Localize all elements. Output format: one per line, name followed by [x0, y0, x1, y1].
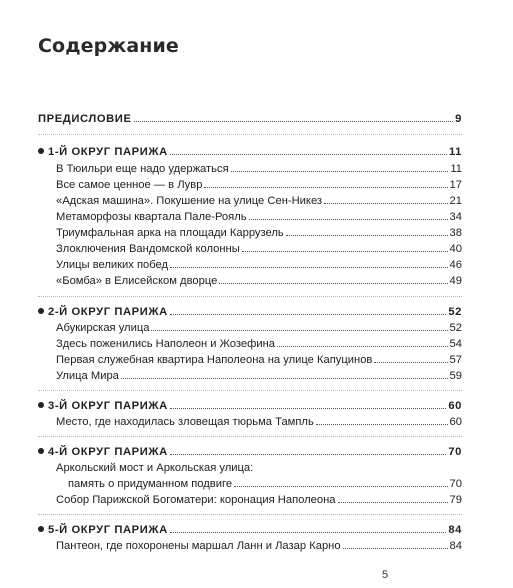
section-divider	[38, 134, 462, 135]
toc-entry[interactable]	[56, 194, 462, 208]
leader-dots	[338, 493, 448, 503]
leader-dots	[170, 258, 447, 268]
toc-entry-label: Собор Парижской Богоматери: коронация Наполеона	[56, 494, 336, 506]
toc-entry-label: 1-Й ОКРУГ ПАРИЖА	[38, 145, 168, 159]
section-divider	[38, 514, 462, 515]
bullet-icon	[38, 402, 44, 408]
toc-entry-page: 9	[455, 113, 462, 125]
toc-entry-page: 11	[450, 163, 462, 175]
toc-entry[interactable]	[56, 369, 462, 383]
bullet-icon	[38, 526, 44, 532]
toc-entry-page: 52	[449, 322, 462, 334]
toc-entry[interactable]	[56, 274, 462, 288]
toc-entry-page: 60	[448, 400, 462, 412]
toc-entry[interactable]	[56, 210, 462, 224]
toc-entry-page: 57	[449, 354, 462, 366]
toc-entry-page: 59	[449, 370, 462, 382]
toc-entry-label: 2-Й ОКРУГ ПАРИЖА	[38, 305, 168, 319]
toc-entry-label: 4-Й ОКРУГ ПАРИЖА	[38, 445, 168, 459]
leader-dots	[249, 210, 448, 220]
toc-section-heading[interactable]	[38, 445, 462, 459]
leader-dots	[219, 274, 447, 284]
toc-entry-page: 38	[449, 227, 462, 239]
toc-entry-page: 11	[448, 146, 462, 158]
toc-entry[interactable]	[56, 242, 462, 256]
toc-entry-label: Место, где находилась зловещая тюрьма Тампль	[56, 416, 314, 428]
toc-entry-page: 34	[449, 211, 462, 223]
leader-dots	[343, 539, 448, 549]
leader-dots	[234, 477, 447, 487]
toc-section-heading[interactable]	[38, 145, 462, 159]
toc-entry-label: «Бомба» в Елисейском дворце	[56, 275, 218, 287]
section-divider	[38, 390, 462, 391]
leader-dots	[134, 112, 454, 122]
toc-entry-page: 21	[449, 195, 462, 207]
leader-dots	[170, 523, 447, 533]
toc-entry-label: Улицы великих побед	[56, 259, 169, 271]
toc-entry-label: ПРЕДИСЛОВИЕ	[38, 113, 132, 125]
toc-entry-page: 70	[448, 446, 462, 458]
toc-entry-page: 54	[449, 338, 462, 350]
toc-section-heading[interactable]	[38, 305, 462, 319]
toc-entry-label: Здесь поженились Наполеон и Жозефина	[56, 338, 275, 350]
toc-entry-page: 40	[449, 243, 462, 255]
leader-dots	[151, 321, 447, 331]
bullet-icon	[38, 448, 44, 454]
leader-dots	[316, 415, 448, 425]
toc-entry[interactable]	[56, 415, 462, 429]
toc-entry-preface[interactable]	[38, 112, 462, 126]
toc-entry-page: 84	[449, 540, 462, 552]
toc-entry-page: 49	[449, 275, 462, 287]
toc-entry-continuation[interactable]	[68, 477, 462, 491]
toc-section-heading[interactable]	[38, 523, 462, 537]
bullet-icon	[38, 148, 44, 154]
page-title: Содержание	[38, 35, 179, 57]
leader-dots	[204, 178, 447, 188]
toc-entry[interactable]	[56, 539, 462, 553]
leader-dots	[121, 369, 448, 379]
toc-entry-label: «Адская машина». Покушение на улице Сен-Никез	[56, 195, 323, 207]
toc-entry-page: 60	[449, 416, 462, 428]
toc-entry-label: Злоключения Вандомской колонны	[56, 243, 240, 255]
toc-entry[interactable]	[56, 337, 462, 351]
leader-dots	[242, 242, 448, 252]
toc-entry-label: Аркольский мост и Аркольская улица:	[56, 462, 254, 474]
leader-dots	[324, 194, 447, 204]
toc-entry[interactable]	[56, 321, 462, 335]
toc-entry[interactable]	[56, 162, 462, 176]
toc-section-heading[interactable]	[38, 399, 462, 413]
toc-entry-label: 5-Й ОКРУГ ПАРИЖА	[38, 523, 168, 537]
leader-dots	[170, 145, 447, 155]
leader-dots	[277, 337, 448, 347]
leader-dots	[170, 305, 447, 315]
toc-entry-page: 17	[449, 179, 462, 191]
bullet-icon	[38, 308, 44, 314]
leader-dots	[170, 399, 447, 409]
toc-entry[interactable]	[56, 226, 462, 240]
toc-entry-label: 3-Й ОКРУГ ПАРИЖА	[38, 399, 168, 413]
toc-entry-page: 84	[448, 524, 462, 536]
leader-dots	[231, 162, 449, 172]
toc-entry-label: Абукирская улица	[56, 322, 150, 334]
leader-dots	[374, 353, 447, 363]
toc-entry-label: память о придуманном подвиге	[68, 478, 233, 490]
toc-entry-label: В Тюильри еще надо удержаться	[56, 163, 229, 175]
leader-dots	[170, 445, 447, 455]
toc-entry-label: Первая служебная квартира Наполеона на улице Капуцинов	[56, 354, 373, 366]
section-divider	[38, 436, 462, 437]
toc-entry-label: Пантеон, где похоронены маршал Ланн и Лазар Карно	[56, 540, 341, 552]
toc-entry-page: 52	[448, 306, 462, 318]
toc-entry[interactable]	[56, 493, 462, 507]
toc-entry[interactable]	[56, 353, 462, 367]
toc-entry-label: Все самое ценное — в Лувр	[56, 179, 203, 191]
toc-entry-label: Улица Мира	[56, 370, 119, 382]
toc-entry-page: 70	[449, 478, 462, 490]
section-divider	[38, 296, 462, 297]
toc-entry[interactable]	[56, 178, 462, 192]
page-number: 5	[382, 569, 389, 581]
leader-dots	[286, 226, 448, 236]
toc-entry[interactable]	[56, 461, 462, 475]
toc-entry-page: 46	[449, 259, 462, 271]
toc-entry-label: Метаморфозы квартала Пале-Рояль	[56, 211, 247, 223]
toc-entry-page: 79	[449, 494, 462, 506]
toc-entry[interactable]	[56, 258, 462, 272]
toc-entry-label: Триумфальная арка на площади Каррузель	[56, 227, 284, 239]
leader-spacer	[255, 462, 460, 471]
